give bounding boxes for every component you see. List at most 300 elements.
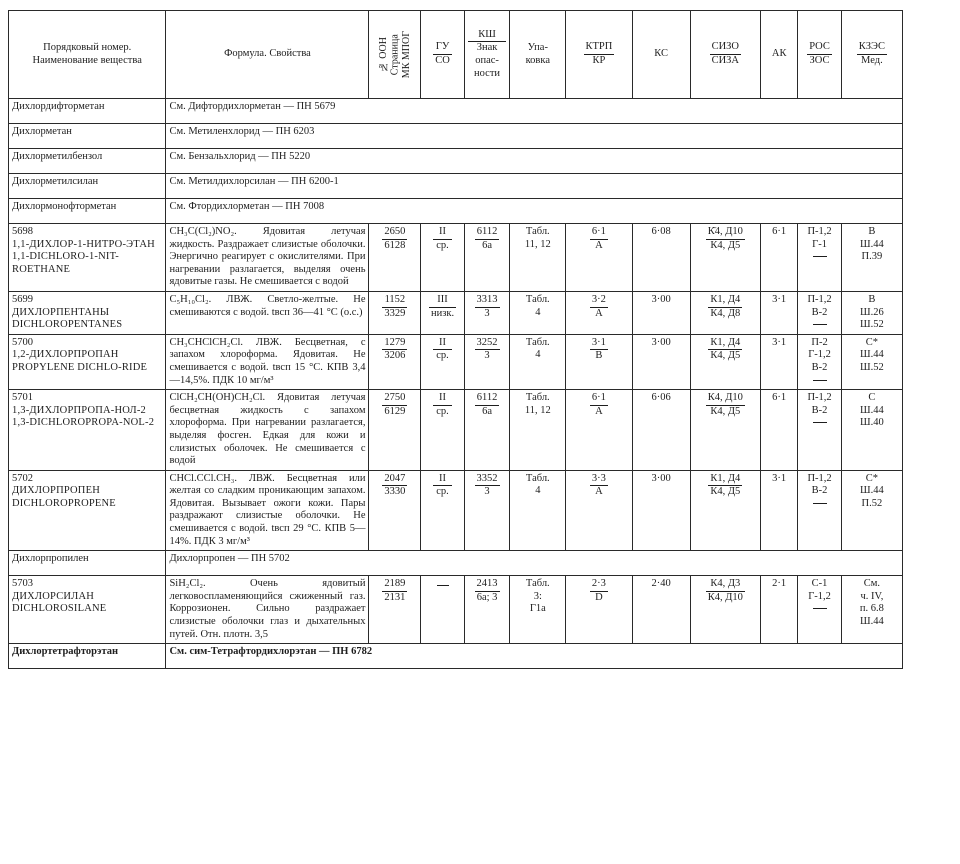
header-ktrp-top: КТРП	[584, 41, 615, 55]
substance-row	[9, 576, 903, 644]
kzes-value-line: См.	[863, 578, 881, 590]
substance-name-ru: ДИХЛОРПЕНТАНЫ	[12, 306, 110, 318]
kzes-value	[845, 392, 899, 430]
sizo-value-part: К4, Д5	[710, 405, 741, 417]
kzes-value-line: П.52	[861, 497, 883, 509]
ros-value-line: В-2	[811, 306, 828, 318]
ak-cell: 6·1	[761, 390, 798, 471]
reference-name: Дихлорпропилен	[9, 551, 166, 576]
ros-value-line: Г-1	[812, 238, 827, 250]
reference-row	[9, 149, 903, 174]
substance-name-ru: ДИХЛОРСИЛАН	[12, 590, 95, 602]
pack-value-line: 4	[535, 349, 541, 361]
ros-value	[801, 226, 838, 257]
ksh-value	[475, 578, 500, 604]
pack-value-line: Табл.	[525, 293, 550, 305]
pack-value-line: Г1а	[529, 603, 546, 615]
header-sizo-top: СИЗО	[710, 41, 741, 55]
substance-code: 5700	[12, 336, 33, 348]
header-ks: КС	[632, 11, 690, 99]
ktrp-value-part: A	[595, 239, 603, 251]
ros-cell	[798, 390, 842, 471]
ktrp-value	[590, 392, 608, 418]
kzes-cell	[841, 334, 902, 389]
ros-value-line: В-2	[811, 485, 828, 497]
gu-value	[433, 226, 452, 252]
substance-row	[9, 334, 903, 389]
pack-value-line: 11, 12	[524, 404, 551, 416]
ksh-value	[475, 392, 500, 418]
substance-row	[9, 224, 903, 292]
ksh-value-part: 3352	[475, 473, 500, 487]
substance-code: 5703	[12, 578, 33, 590]
gu-value-part: III	[429, 294, 456, 308]
ktrp-value-part: A	[595, 307, 603, 319]
header-ksh-top: КШ	[468, 29, 507, 43]
sizo-cell	[690, 334, 760, 389]
gu-value-part: ср.	[436, 486, 449, 498]
reference-row	[9, 99, 903, 124]
pack-value-line: Табл.	[525, 226, 550, 237]
oon-number	[382, 473, 407, 499]
kzes-value-line: Ш.40	[860, 417, 884, 429]
ktrp-value-part: 2·3	[590, 578, 608, 592]
pack-value	[513, 226, 562, 251]
kzes-cell	[841, 390, 902, 471]
pack-value	[513, 578, 562, 616]
oon-number-part: 2189	[382, 578, 407, 592]
gu-value-part: ср.	[436, 350, 449, 362]
substance-name-en: 1,1-DICHLORO-1-NIT-ROETHANE	[12, 251, 119, 275]
ktrp-value	[590, 578, 608, 604]
substance-name-en: DICHLOROPENTANES	[12, 319, 123, 331]
kzes-value	[845, 337, 899, 375]
sizo-value	[708, 337, 742, 363]
reference-row	[9, 551, 903, 576]
ros-value-line: П-1,2	[807, 392, 832, 404]
oon-number-part: 6129	[384, 405, 406, 417]
pack-value-line: 4	[535, 485, 541, 497]
substance-name-en: PROPYLENE DICHLO-RIDE	[12, 361, 148, 373]
sizo-value-part: К1, Д4	[708, 294, 742, 308]
gu-value-part: низк.	[430, 307, 455, 319]
header-pack	[510, 11, 566, 99]
substance-description: C₅H₁₀Cl₂. ЛВЖ. Светло-желтые. Не смешиваются с водой. tвсп 36—41 °С (о.с.)	[166, 291, 369, 334]
ks-cell: 2·40	[632, 576, 690, 644]
kzes-value-line: Ш.52	[860, 361, 884, 373]
sizo-value-part: К4, Д10	[706, 392, 745, 406]
header-formula: Формула. Свойства	[166, 11, 369, 99]
oon-number-part: 2650	[382, 226, 407, 240]
ros-cell	[798, 470, 842, 551]
ros-value-line: Г-1,2	[808, 590, 831, 602]
header-sizo-bottom: СИЗА	[711, 55, 740, 66]
substance-name-ru: ДИХЛОРПРОПЕН	[12, 485, 100, 497]
oon-number-part: 2750	[382, 392, 407, 406]
oon-cell	[369, 470, 421, 551]
reference-name: Дихлорметилбензол	[9, 149, 166, 174]
oon-number	[382, 392, 407, 418]
kzes-value-line: ч. IV,	[860, 590, 884, 602]
ktrp-value-part: 3·2	[590, 294, 608, 308]
oon-cell	[369, 224, 421, 292]
substance-code: 5699	[12, 293, 33, 305]
ros-value-dash	[813, 417, 827, 423]
ksh-value-part: 6112	[475, 392, 500, 406]
substance-name-en: DICHLOROSILANE	[12, 603, 107, 615]
header-kzes-top: КЗЭС	[857, 41, 887, 55]
ktrp-value	[590, 473, 608, 499]
substance-table	[8, 10, 903, 669]
ktrp-value-part: 6·1	[590, 392, 608, 406]
kzes-value	[845, 578, 899, 628]
ksh-value-part: 3313	[475, 294, 500, 308]
gu-value	[437, 585, 449, 586]
ks-cell: 3·00	[632, 291, 690, 334]
substance-name-cell	[9, 224, 166, 292]
pack-value-line: Табл.	[525, 578, 550, 590]
reference-name: Дихлормонофторметан	[9, 199, 166, 224]
gu-cell	[421, 334, 465, 389]
sizo-value-part: К4, Д5	[710, 239, 741, 251]
substance-description: CHCl.CCl.CH₃. ЛВЖ. Бесцветная или желтая со сладким проникающим запахом. Ядовитая. Вызывает ожоги кожи. Пары раздражают слизистые оболочки. Не смешивается с водой. tвсп 29 °С. КПВ 5—14%. ПДК 3 мг/м³	[166, 470, 369, 551]
reference-text: См. Метилдихлорсилан — ПН 6200-1	[166, 174, 903, 199]
header-oon-3: МК МПОГ	[400, 30, 412, 79]
ros-value-dash	[813, 603, 827, 609]
oon-number-part: 2047	[382, 473, 407, 487]
header-sizo	[690, 11, 760, 99]
kzes-value-line: С*	[865, 336, 879, 348]
ktrp-value	[590, 226, 608, 252]
substance-name-ru: 1,2-ДИХЛОРПРОПАН	[12, 349, 119, 361]
ros-value	[801, 337, 838, 381]
sizo-cell	[690, 470, 760, 551]
kzes-value-line: Ш.44	[860, 404, 884, 416]
pack-value	[513, 337, 562, 362]
ksh-value-part: 3252	[475, 337, 500, 351]
ks-cell: 3·00	[632, 334, 690, 389]
gu-value-part	[437, 585, 449, 586]
kzes-cell	[841, 470, 902, 551]
kzes-value	[845, 473, 899, 511]
ros-value-line: П-2	[811, 336, 828, 348]
kzes-cell	[841, 224, 902, 292]
ktrp-cell	[566, 576, 632, 644]
ros-value	[801, 294, 838, 325]
gu-cell	[421, 470, 465, 551]
header-gu-top: ГУ	[433, 41, 452, 55]
kzes-cell	[841, 576, 902, 644]
sizo-value	[706, 392, 745, 418]
gu-value-part: II	[433, 337, 452, 351]
gu-value	[433, 473, 452, 499]
ksh-value-part: 3	[484, 350, 490, 362]
gu-value-part: ср.	[436, 405, 449, 417]
kzes-value-line: В	[868, 293, 876, 305]
ktrp-cell	[566, 390, 632, 471]
header-row	[9, 11, 903, 99]
kzes-cell	[841, 291, 902, 334]
pack-cell	[510, 334, 566, 389]
header-ak: АК	[761, 11, 798, 99]
sizo-value-part: К̄4, Д10	[706, 226, 745, 240]
header-ktrp-bottom: КР	[592, 55, 606, 66]
ktrp-value-part: A	[595, 486, 603, 498]
gu-cell	[421, 224, 465, 292]
ktrp-value-part: A	[595, 405, 603, 417]
header-kzes	[841, 11, 902, 99]
pack-cell	[510, 576, 566, 644]
ros-value-dash	[813, 251, 827, 257]
ks-cell: 6·08	[632, 224, 690, 292]
kzes-value-line: Ш.44	[860, 349, 884, 361]
oon-number-part: 3206	[384, 350, 406, 362]
substance-name-cell	[9, 334, 166, 389]
header-pack-2: ковка	[525, 54, 550, 66]
oon-number-part: 3330	[384, 486, 406, 498]
kzes-value-line: Ш.44	[860, 485, 884, 497]
ksh-cell	[464, 390, 510, 471]
ros-value-dash	[813, 375, 827, 381]
reference-row	[9, 644, 903, 669]
pack-cell	[510, 470, 566, 551]
substance-description: CH₃C(Cl₂)NO₂. Ядовитая летучая жидкость. Раздражает слизистые оболочки. Энергично реагирует с окислителями. При нагревании разлагается, выделяя очень ядовитые газы. Не смешивается с водой	[166, 224, 369, 292]
ktrp-cell	[566, 334, 632, 389]
substance-name-cell	[9, 470, 166, 551]
sizo-value	[708, 473, 742, 499]
gu-cell	[421, 576, 465, 644]
reference-text: См. сим-Тетрафтордихлорэтан — ПН 6782	[166, 644, 903, 669]
reference-text: Дихлорпропен — ПН 5702	[166, 551, 903, 576]
ksh-value	[475, 473, 500, 499]
ak-cell: 3·1	[761, 470, 798, 551]
kzes-value-line: В	[868, 226, 876, 237]
kzes-value	[845, 294, 899, 332]
substance-name-en: 1,3-DICHLOROPROPA-NOL-2	[12, 417, 155, 429]
substance-name-cell	[9, 291, 166, 334]
ros-value-line: П-1,2	[807, 293, 832, 305]
pack-value-line: 3:	[533, 590, 542, 602]
substance-name-ru: 1,3-ДИХЛОРПРОПА-НОЛ-2	[12, 404, 146, 416]
pack-cell	[510, 291, 566, 334]
header-pack-1: Упа-	[527, 41, 548, 53]
ros-value-dash	[813, 319, 827, 325]
ksh-value	[475, 294, 500, 320]
header-ros-top: РОС	[807, 41, 832, 55]
gu-value-part: II	[433, 473, 452, 487]
sizo-value-part: К4, Д5	[710, 350, 741, 362]
ksh-cell	[464, 576, 510, 644]
oon-cell	[369, 334, 421, 389]
oon-cell	[369, 390, 421, 471]
pack-value-line: 4	[535, 306, 541, 318]
reference-text: См. Бензальхлорид — ПН 5220	[166, 149, 903, 174]
ros-cell	[798, 291, 842, 334]
ros-cell	[798, 334, 842, 389]
substance-code: 5698	[12, 226, 33, 237]
ktrp-value-part: 3·1	[590, 337, 608, 351]
pack-value-line: Табл.	[525, 336, 550, 348]
ksh-cell	[464, 224, 510, 292]
gu-cell	[421, 390, 465, 471]
kzes-value	[845, 226, 899, 264]
oon-number	[382, 337, 407, 363]
header-ksh-bottom: ности	[474, 67, 501, 79]
ak-cell: 6·1	[761, 224, 798, 292]
ksh-value-part: 2413	[475, 578, 500, 592]
kzes-value-line: Ш.44	[860, 238, 884, 250]
ros-value	[801, 578, 838, 609]
ksh-cell	[464, 291, 510, 334]
ktrp-value-part: 3·3	[590, 473, 608, 487]
ktrp-value-part: D	[595, 591, 603, 603]
ak-cell: 2·1	[761, 576, 798, 644]
oon-number-part: 3329	[384, 307, 406, 319]
substance-code: 5702	[12, 472, 33, 484]
reference-row	[9, 199, 903, 224]
sizo-value-part: К4, Д3	[706, 578, 745, 592]
reference-name: Дихлорметилсилан	[9, 174, 166, 199]
ksh-value	[475, 337, 500, 363]
substance-description: ClCH₂CH(OH)CH₂Cl. Ядовитая летучая бесцветная жидкость с запахом хлороформа. При нагревании разлагается, выделяя фосген. Едкая для кожи и слизистых оболочек. Не смешивается с водой	[166, 390, 369, 471]
sizo-value-part: К1, Д4	[708, 337, 742, 351]
header-oon-2: Страница	[389, 34, 401, 75]
ksh-value-part: 3	[484, 307, 490, 319]
ros-value-line: С-1	[811, 578, 828, 590]
ktrp-cell	[566, 224, 632, 292]
pack-value	[513, 294, 562, 319]
ksh-cell	[464, 334, 510, 389]
ros-value-line: П-1,2	[807, 226, 832, 237]
gu-value-part: ср.	[436, 239, 449, 251]
kzes-value-line: П.39	[861, 251, 883, 263]
ros-value-line: В-2	[811, 361, 828, 373]
oon-number-part: 6128	[384, 239, 406, 251]
kzes-value-line: Ш.52	[860, 319, 884, 331]
ros-value	[801, 473, 838, 504]
sizo-value-part: К4, Д10	[707, 591, 743, 603]
ak-cell: 3·1	[761, 334, 798, 389]
gu-value	[433, 392, 452, 418]
gu-value-part: II	[433, 226, 452, 240]
ros-value-line: Г-1,2	[808, 349, 831, 361]
sizo-value	[708, 294, 742, 320]
ks-cell: 6·06	[632, 390, 690, 471]
substance-name-en: DICHLOROPROPENE	[12, 497, 116, 509]
sizo-value	[706, 578, 745, 604]
oon-number-part: 1152	[382, 294, 407, 308]
ksh-value-part: 6а; 3	[476, 591, 498, 603]
ros-value-line: В-2	[811, 404, 828, 416]
substance-name-ru: 1,1-ДИХЛОР-1-НИТРО-ЭТАН	[12, 238, 155, 250]
header-gu-bottom: СО	[435, 55, 450, 66]
ks-cell: 3·00	[632, 470, 690, 551]
ros-value	[801, 392, 838, 423]
ktrp-value-part: B	[595, 350, 603, 362]
oon-number	[382, 226, 407, 252]
reference-text: См. Метиленхлорид — ПН 6203	[166, 124, 903, 149]
substance-name-cell	[9, 390, 166, 471]
ak-cell: 3·1	[761, 291, 798, 334]
substance-row	[9, 291, 903, 334]
ksh-value-part: 6а	[482, 239, 492, 251]
pack-value-line: Табл.	[525, 472, 550, 484]
ktrp-value	[590, 337, 608, 363]
gu-value-part: II	[433, 392, 452, 406]
ksh-value-part: 3	[484, 486, 490, 498]
header-kzes-bottom: Мед.	[861, 55, 883, 66]
reference-row	[9, 124, 903, 149]
header-ksh-mid: Знак опас-	[475, 42, 499, 66]
ktrp-value	[590, 294, 608, 320]
reference-text: См. Дифтордихлорметан — ПН 5679	[166, 99, 903, 124]
kzes-value-line: п. 6.8	[859, 603, 884, 615]
sizo-value-part: К1, Д4	[708, 473, 742, 487]
pack-cell	[510, 224, 566, 292]
ktrp-cell	[566, 470, 632, 551]
ros-value-dash	[813, 498, 827, 504]
sizo-cell	[690, 224, 760, 292]
ros-value-line: П-1,2	[807, 472, 832, 484]
pack-value	[513, 392, 562, 417]
header-ktrp	[566, 11, 632, 99]
gu-value	[429, 294, 456, 320]
pack-value-line: 11, 12	[524, 238, 551, 250]
oon-number	[382, 578, 407, 604]
reference-row	[9, 174, 903, 199]
header-ros-bottom: ЗОС	[809, 55, 830, 66]
oon-number	[382, 294, 407, 320]
reference-text: См. Фтордихлорметан — ПН 7008	[166, 199, 903, 224]
ros-cell	[798, 224, 842, 292]
oon-number-part: 2131	[384, 591, 406, 603]
header-oon-1: № ООН	[377, 36, 389, 73]
substance-row	[9, 470, 903, 551]
pack-value-line: Табл.	[525, 392, 550, 404]
reference-name: Дихлортетрафторэтан	[9, 644, 166, 669]
header-gu	[421, 11, 465, 99]
header-name: Порядковый номер. Наименование вещества	[9, 11, 166, 99]
reference-name: Дихлорметан	[9, 124, 166, 149]
ksh-value-part: 6112	[475, 226, 500, 240]
header-oon	[369, 11, 421, 99]
kzes-value-line: Ш.26	[860, 306, 884, 318]
reference-name: Дихлордифторметан	[9, 99, 166, 124]
ktrp-cell	[566, 291, 632, 334]
sizo-cell	[690, 390, 760, 471]
kzes-value-line: С	[868, 392, 876, 404]
kzes-value-line: С*	[865, 472, 879, 484]
ksh-value	[475, 226, 500, 252]
ksh-cell	[464, 470, 510, 551]
oon-cell	[369, 576, 421, 644]
kzes-value-line: Ш.44	[860, 616, 884, 628]
sizo-value-part: К4, Д5	[710, 486, 741, 498]
pack-cell	[510, 390, 566, 471]
ktrp-value-part: 6·1	[590, 226, 608, 240]
ksh-value-part: 6а	[482, 405, 492, 417]
sizo-value	[706, 226, 745, 252]
sizo-cell	[690, 291, 760, 334]
substance-row	[9, 390, 903, 471]
ros-cell	[798, 576, 842, 644]
header-ros	[798, 11, 842, 99]
pack-value	[513, 473, 562, 498]
oon-number-part: 1279	[382, 337, 407, 351]
substance-name-cell	[9, 576, 166, 644]
gu-value	[433, 337, 452, 363]
gu-cell	[421, 291, 465, 334]
